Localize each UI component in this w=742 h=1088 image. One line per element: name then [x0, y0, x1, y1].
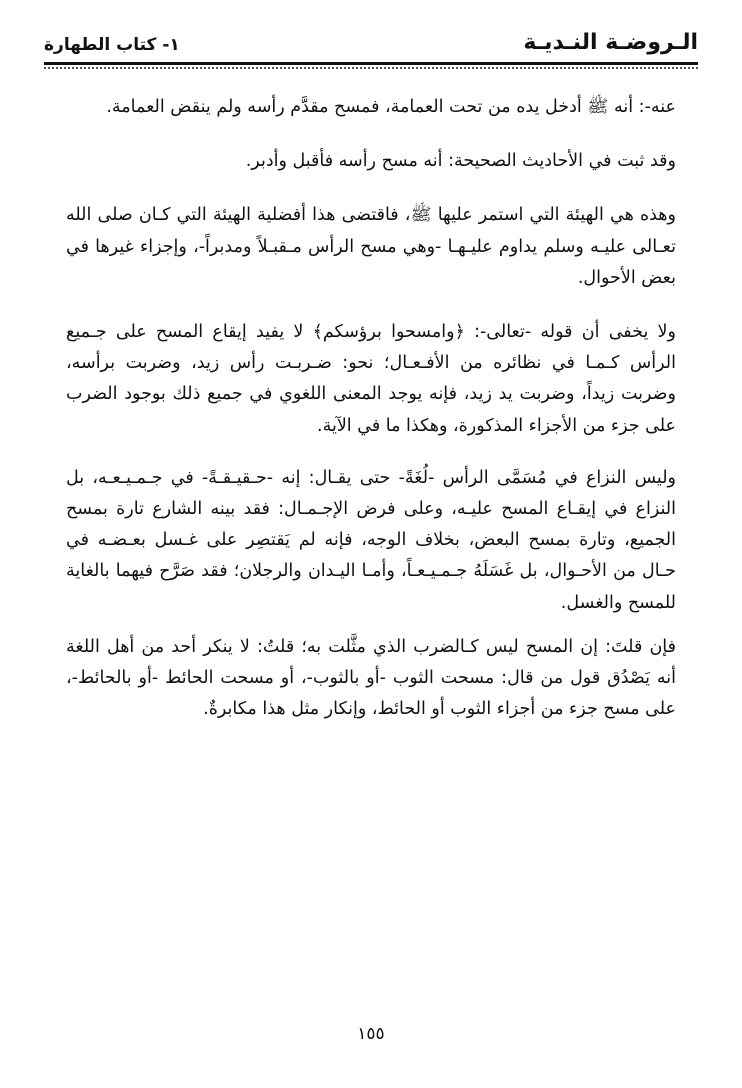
header-rule: [44, 62, 698, 65]
book-title: الـروضـة النـديـة: [523, 30, 698, 55]
header-dotted-rule: [44, 67, 698, 69]
paragraph-6: فإن قلتَ: إن المسح ليس كـالضرب الذي مثَّلت به؛ قلتُ: لا ينكر أحد من أهل اللغة أنه يَصْدُق قول من قال: مسحت الثوب -أو بالثوب-، أو مسحت الحائط -أو بالحائط-، على مسح جزء من أجزاء الثوب أو الحائط، وإنكار مثل هذا مكابرةٌ.: [66, 636, 676, 720]
chapter-title: ١- كتاب الطهارة: [44, 35, 180, 55]
paragraph-4: ولا يخفى أن قوله -تعالى-: ﴿وامسحوا برؤسكم﴾ لا يفيد إيقاع المسح على جـميع الرأس كـمـا في نظائره من الأفـعـال؛ نحو: ضـربـت رأس زيد، وضربت برأسه، وضربت زيداً، وضربت يد زيد، فإنه يوجد المعنى اللغوي في جميع ذلك بوجود الضرب على جزء من الأجزاء المذكورة، وهكذا ما في الآية.: [66, 322, 676, 436]
running-header: [44, 26, 698, 60]
body-text: [66, 92, 676, 725]
paragraph-3: وهذه هي الهيئة التي استمر عليها ﷺ، فاقتضى هذا أفضلية الهيئة التي كـان صلى الله تعـالى عليـه وسلم يداوم عليـهـا -وهي مسح الرأس مـقبـلاً ومدبراً-، وإجزاء غيرها في بعض الأحوال.: [66, 205, 676, 288]
paragraph-2: وقد ثبت في الأحاديث الصحيحة: أنه مسح رأسه فأقبل وأدبر.: [245, 151, 676, 172]
paragraph-5: وليس النزاع في مُسَمَّى الرأس -لُغَةً- حتى يقـال: إنه -حـقيـقـةً- في جـمـيـعـه، بل النزاع في إيقـاع المسح عليـه، وعلى فرض الإجـمـال: فقد بينه الشارع تارة بمسح الجميع، وتارة بمسح البعض، بخلاف الوجه، فإنه لم يَقتصِر على غـسل بعـضـه في حـال من الأحـوال، بل غَسَلَهُ جـمـيـعـاً، وأمـا اليـدان والرجلان؛ فقد صَرَّح فيهما بالغاية للمسح والغسل.: [66, 467, 676, 613]
paragraph-1: عنه-: أنه ﷺ أدخل يده من تحت العمامة، فمسح مقدَّم رأسه ولم ينقض العمامة.: [106, 97, 676, 117]
page-number: ١٥٥: [357, 1024, 385, 1044]
